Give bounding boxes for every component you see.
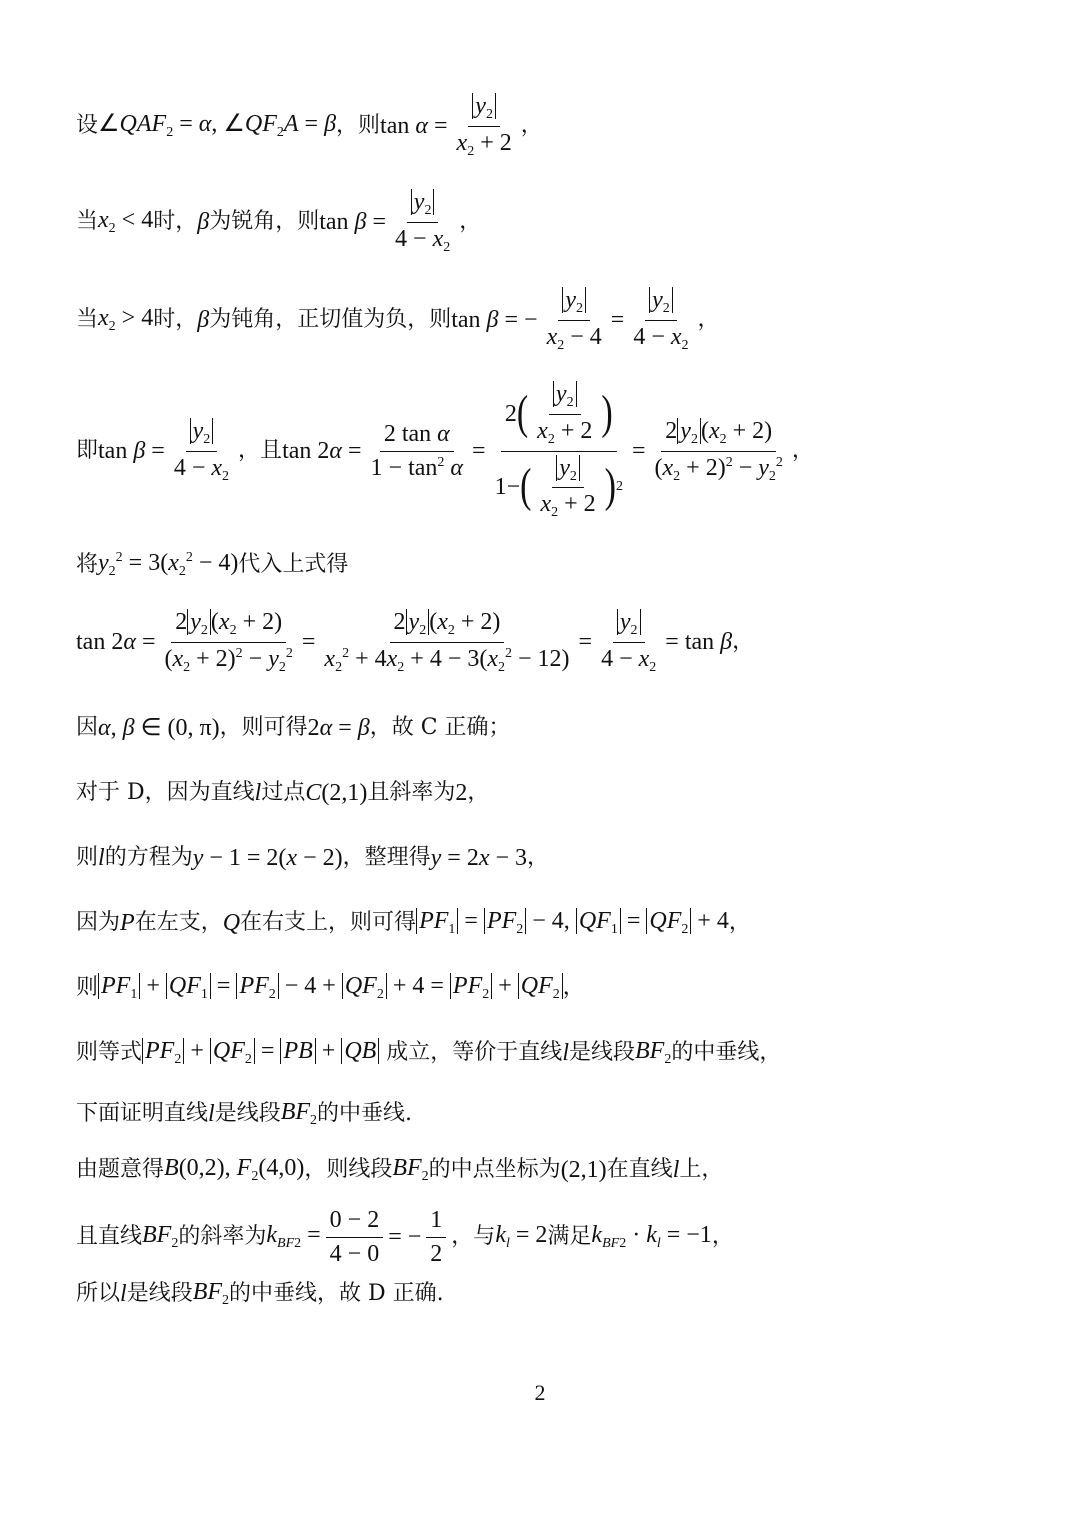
line-8: 对于 D，因为直线 l 过点 C(2,1) 且斜率为 2 ， <box>76 779 490 806</box>
line-9: 则 l 的方程为 y − 1 = 2(x − 2) ，整理得 y = 2x − 3 ， <box>76 844 550 871</box>
line-7: 因 α, β ∈ (0, π) ，则可得 2α = β ，故 C 正确； <box>76 714 511 741</box>
page-number: 2 <box>534 1380 546 1405</box>
line-3: 当 $x_2 > 4$ 时， β 为钝角，正切值为负，则 tan β = − $\frac{y_2}{x_2 - 4}$ = $\frac{y_2}{4 - x_2}$ ， <box>76 286 720 353</box>
line-4: 即 tan β = $\frac{y_2}{4 - x_2}$ ，且 tan 2α = $\frac{\text{2 tan α}}{1 - \tan^2 \alpha}$ = 2 ( $\frac{y_2}{x_2 + 2}$ ) 1− ( $\frac{y_2}{x_2 + 2}$ ) 2 = $\frac{2 y_2 (x_2 + 2)}{(x_2 + 2)^2 - y_2^2}$ ， <box>76 380 814 521</box>
line-16: 所以 l 是线段 $BF_2$ 的中垂线，故 D 正确. <box>76 1279 444 1309</box>
line-14: 由题意得 B(0,2), $F_2(4,0)$ ，则线段 $BF_2$ 的中点坐标为 (2,1) 在直线 l 上， <box>76 1155 724 1185</box>
line-13: 下面证明直线 l 是线段 $BF_2$ 的中垂线. <box>76 1099 413 1129</box>
line-10: 因为 P 在左支， Q 在右支上，则可得 $PF_1 = PF_2 - 4$, $QF_1 = QF_2 + 4$ ， <box>76 908 751 938</box>
line-15: 且直线 $BF_2$ 的斜率为 $k_{BF2}$ = $\frac{0 - 2}{4 - 0}$ = − $\frac{1}{2}$ ，与 $k_l = 2$ 满足 $k_{BF2} \cdot k_l = -1$ ， <box>76 1206 734 1267</box>
line-11: 则 $PF_1 + QF_1 = PF_2 - 4 + QF_2 + 4 = PF_2 + QF_2$ ， <box>76 973 585 1003</box>
line-1: 设 $\angle QAF_2 = \alpha$, $\angle QF_2A = \beta$ ，则 tan α = $\frac{y_2}{x_2 + 2}$ ， <box>76 92 543 159</box>
line-5: 将 $y_2^2 = 3(x_2^2 - 4)$ 代入上式得 <box>76 550 349 580</box>
line-6: tan 2α = $\frac{2 y_2 (x_2 + 2)}{(x_2 + 2)^2 - y_2^2}$ = $\frac{2 y_2 (x_2 + 2)}{x_2^2 + 4x_2 + 4 - 3(x_2^2 - 12)}$ = $\frac{y_2}{4 - x_2}$ = tan β ， <box>76 608 755 675</box>
line-12: 则等式 $PF_2 + QF_2$ = PB + QB 成立，等价于直线 l 是线段 $BF_2$ 的中垂线， <box>76 1038 782 1068</box>
line-2: 当 $x_2 < 4$ 时， β 为锐角，则 tan β = $\frac{y_2}{4 - x_2}$ ， <box>76 188 482 255</box>
